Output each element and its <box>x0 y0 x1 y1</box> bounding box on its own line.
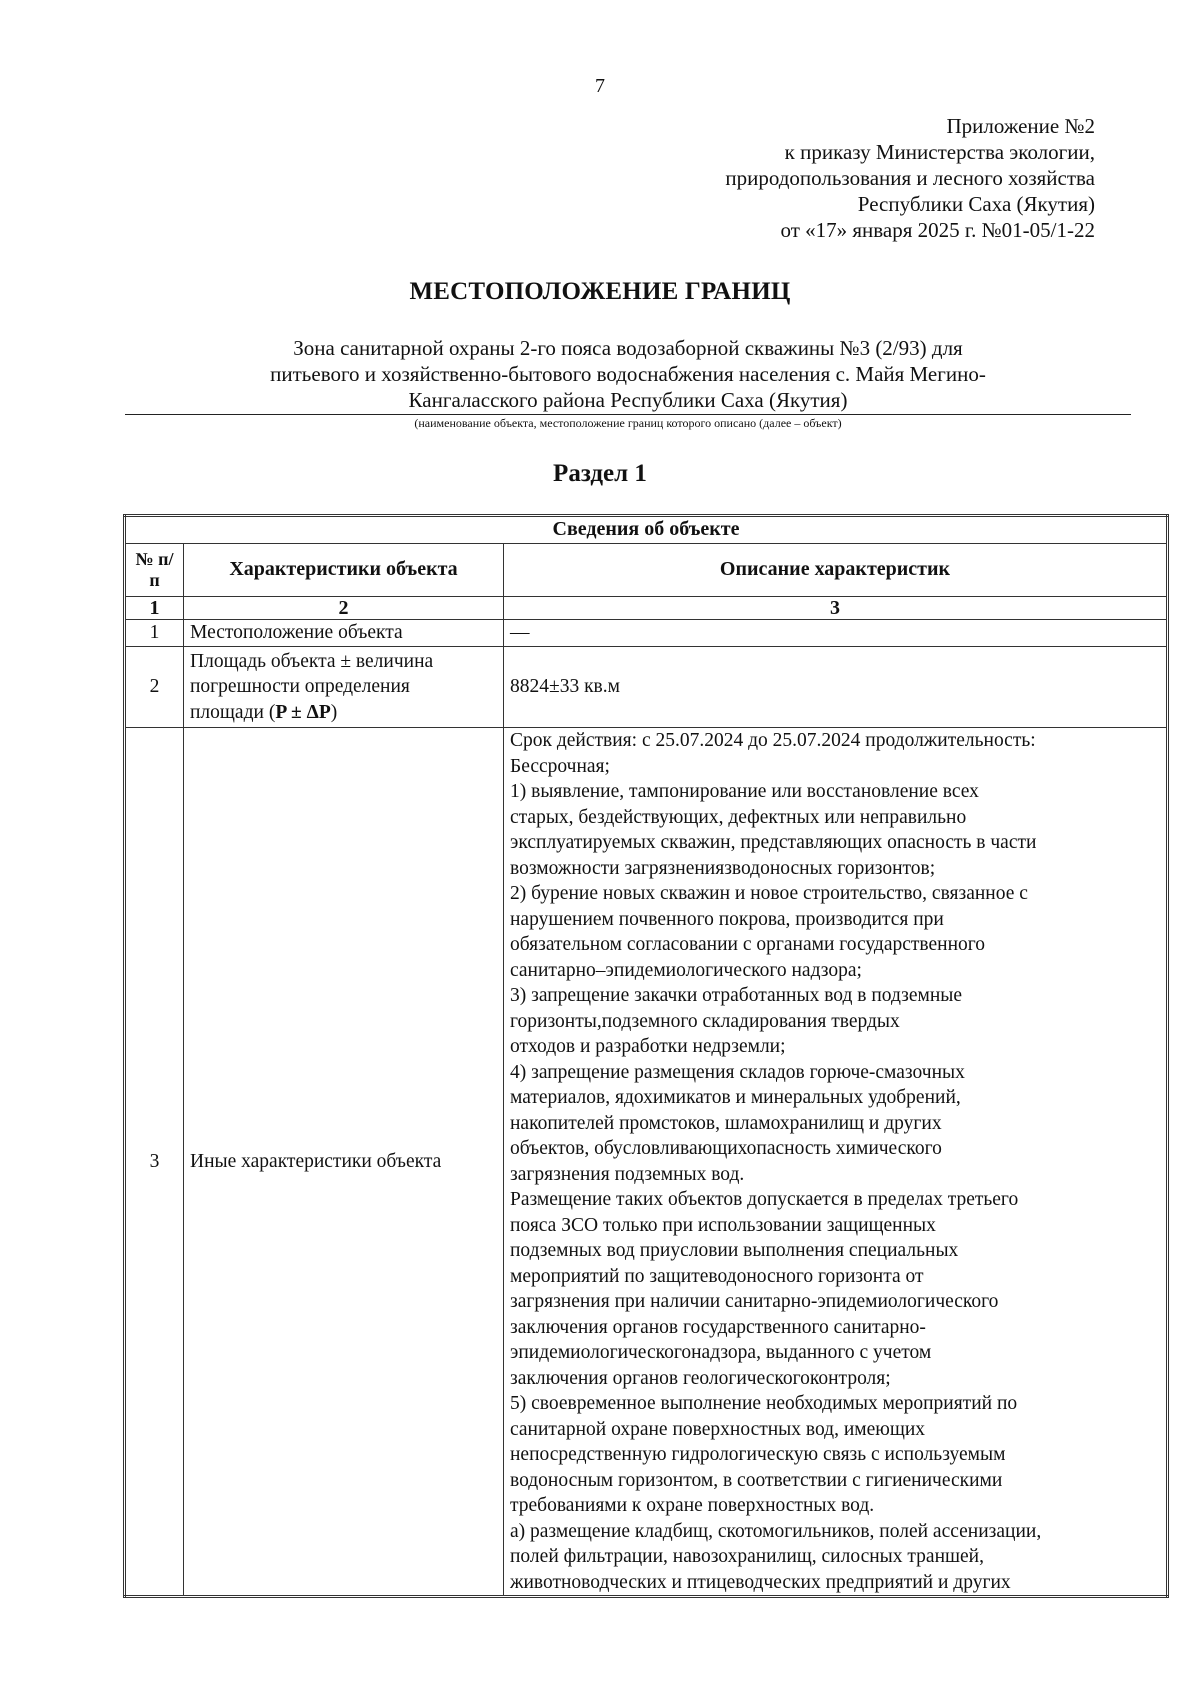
description-line: отходов и разработки недрземли; <box>510 1036 786 1057</box>
description-line: 2) бурение новых скважин и новое строительство, связанное с <box>510 883 1028 904</box>
description-line: подземных вод приусловии выполнения специальных <box>510 1240 959 1261</box>
row-characteristic: Местоположение объекта <box>184 620 504 647</box>
document-title: МЕСТОПОЛОЖЕНИЕ ГРАНИЦ <box>409 278 791 305</box>
description-line: Размещение таких объектов допускается в пределах третьего <box>510 1189 1019 1210</box>
row-num: 3 <box>125 728 184 1597</box>
description-line: санитарной охране поверхностных вод, имеющих <box>510 1418 926 1440</box>
description-line: непосредственную гидрологическую связь с используемым <box>510 1444 1006 1465</box>
row-description: 8824±33 кв.м <box>504 646 1168 728</box>
description-line: старых, бездействующих, дефектных или неправильно <box>510 806 967 828</box>
column-index-row <box>125 597 1168 620</box>
description-line: мероприятий по защитеводоносного горизонта от <box>510 1265 924 1287</box>
column-index: 3 <box>504 597 1168 620</box>
object-name-underline <box>125 414 1131 415</box>
description-line: эпидемиологическогонадзора, выданного с учетом <box>510 1342 932 1363</box>
description-line: пояса ЗСО только при использовании защищенных <box>510 1214 936 1236</box>
characteristic-line: Площадь объекта ± величина <box>190 650 434 672</box>
appendix-line: природопользования и лесного хозяйства <box>725 166 1095 190</box>
description-line: объектов, обусловливающихопасность химического <box>510 1138 942 1159</box>
description-line: требованиями к охране поверхностных вод. <box>510 1495 875 1516</box>
row-characteristic <box>184 646 504 728</box>
row-description: — <box>504 620 1168 647</box>
description-line: загрязнения подземных вод. <box>510 1163 745 1185</box>
description-line: загрязнения при наличии санитарно-эпидемиологического <box>510 1291 999 1312</box>
appendix-line: к приказу Министерства экологии, <box>784 140 1095 164</box>
column-index: 2 <box>184 597 504 620</box>
header-description: Описание характеристик <box>504 544 1168 597</box>
row-num: 2 <box>125 646 184 728</box>
characteristic-text: площади ( <box>190 701 276 723</box>
column-index: 1 <box>125 597 184 620</box>
description-line: полей фильтрации, навозохранилищ, силосных траншей, <box>510 1546 984 1567</box>
description-line: обязательном согласовании с органами государственного <box>510 934 986 955</box>
appendix-line: Республики Саха (Якутия) <box>857 192 1095 216</box>
object-name-line: Кангаласского района Республики Саха (Якутия) <box>408 388 848 412</box>
characteristic-line: погрешности определения <box>190 676 410 697</box>
object-info-table <box>123 514 1169 1598</box>
table-row <box>125 620 1168 647</box>
description-line: эксплуатируемых скважин, представляющих опасность в части <box>510 832 1037 853</box>
description-line: санитарно–эпидемиологического надзора; <box>510 959 862 981</box>
description-line: накопителей промстоков, шламохранилищ и других <box>510 1112 942 1134</box>
description-line: а) размещение кладбищ, скотомогильников, полей ассенизации, <box>510 1520 1042 1542</box>
page-number: 7 <box>595 75 605 97</box>
appendix-line: Приложение №2 <box>946 114 1095 138</box>
table-caption: Сведения об объекте <box>125 516 1168 544</box>
description-line: возможности загрязнениязводоносных горизонтов; <box>510 857 936 879</box>
appendix-block <box>725 113 1095 243</box>
description-line: 5) своевременное выполнение необходимых мероприятий по <box>510 1393 1018 1414</box>
appendix-line: от «17» января 2025 г. №01-05/1-22 <box>780 218 1095 242</box>
description-line: заключения органов геологическогоконтроля; <box>510 1367 891 1389</box>
section-title: Раздел 1 <box>553 460 647 487</box>
object-name-line: Зона санитарной охраны 2-го пояса водозаборной скважины №3 (2/93) для <box>293 336 963 360</box>
description-line: 3) запрещение закачки отработанных вод в подземные <box>510 985 963 1006</box>
object-name-line: питьевого и хозяйственно-бытового водоснабжения населения с. Майя Мегино- <box>270 362 986 386</box>
characteristic-line <box>190 700 497 726</box>
description-line: материалов, ядохимикатов и минеральных удобрений, <box>510 1087 961 1108</box>
table-row <box>125 646 1168 728</box>
area-formula: P ± ΔP <box>275 701 331 723</box>
object-name-caption: (наименование объекта, местоположение границ которого описано (далее – объект) <box>414 416 842 430</box>
description-line: 4) запрещение размещения складов горюче-смазочных <box>510 1061 965 1083</box>
description-line: нарушением почвенного покрова, производится при <box>510 908 944 930</box>
description-line: горизонты,подземного складирования твердых <box>510 1010 900 1032</box>
row-description <box>504 728 1168 1597</box>
object-name <box>125 335 1131 413</box>
row-num: 1 <box>125 620 184 647</box>
header-num: № п/п <box>125 544 184 597</box>
description-line: 1) выявление, тампонирование или восстановление всех <box>510 781 979 802</box>
description-line: заключения органов государственного санитарно- <box>510 1316 926 1338</box>
description-line: Бессрочная; <box>510 755 610 777</box>
table-row <box>125 728 1168 1597</box>
header-characteristic: Характеристики объекта <box>184 544 504 597</box>
description-line: животноводческих и птицеводческих предприятий и других <box>510 1571 1011 1593</box>
row-characteristic: Иные характеристики объекта <box>184 728 504 1597</box>
description-line: Срок действия: с 25.07.2024 до 25.07.2024 продолжительность: <box>510 730 1036 751</box>
table-header-row <box>125 544 1168 597</box>
characteristic-text: ) <box>330 701 338 723</box>
description-line: водоносным горизонтом, в соответствии с гигиеническими <box>510 1469 1003 1491</box>
